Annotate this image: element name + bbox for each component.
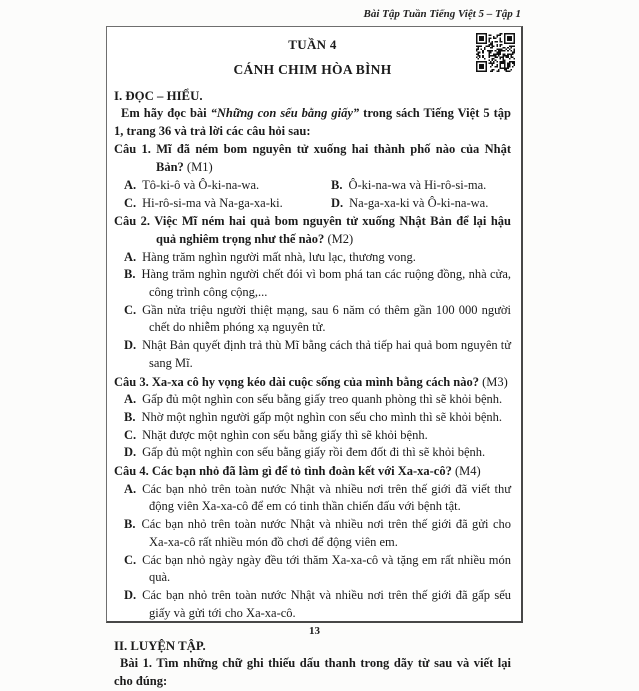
option-4a-letter: A.	[124, 481, 137, 496]
option-3a	[114, 391, 511, 409]
option-2b-letter: B.	[124, 267, 136, 282]
lesson-title: CÁNH CHIM HÒA BÌNH	[233, 62, 392, 77]
reading-instructions	[114, 105, 511, 140]
question-3-level: (M3)	[482, 374, 508, 389]
question-2-level: (M2)	[327, 231, 354, 246]
option-3d-letter: D.	[124, 445, 137, 460]
option-2c	[114, 302, 511, 337]
option-3a-letter: A.	[124, 392, 137, 407]
option-3c-letter: C.	[124, 427, 137, 442]
option-3c-text: Nhặt được một nghìn con sếu bằng giấy thì sẽ khỏi bệnh.	[142, 427, 428, 442]
question-3	[114, 374, 511, 463]
option-2c-letter: C.	[124, 302, 137, 317]
option-2b	[114, 266, 511, 301]
question-2-stem	[114, 213, 511, 248]
story-title: “Những con sếu bằng giấy”	[210, 106, 360, 120]
option-1b	[321, 177, 511, 195]
option-3d-text: Gấp đủ một nghìn con sếu bằng giấy rồi đem đốt đi thì sẽ khỏi bệnh.	[142, 445, 486, 460]
option-1b-text: Ô-ki-na-wa và Hi-rô-si-ma.	[348, 177, 487, 192]
question-1-level: (M1)	[186, 160, 213, 175]
question-1-stem	[114, 141, 511, 176]
exercise-1-instructions: Bài 1. Tìm những chữ ghi thiếu dấu thanh trong dãy từ sau và viết lại cho đúng:	[114, 656, 511, 689]
question-4-level: (M4)	[455, 464, 481, 479]
option-1a	[114, 177, 321, 195]
option-2d	[114, 337, 511, 372]
option-4c	[114, 552, 511, 587]
option-1b-letter: B.	[331, 177, 343, 192]
running-header: Bài Tập Tuần Tiếng Việt 5 – Tập 1	[363, 8, 521, 20]
week-title: TUẦN 4	[288, 37, 337, 52]
option-1a-text: Tô-ki-ô và Ô-ki-na-wa.	[142, 177, 260, 192]
section-heading-practice: II. LUYỆN TẬP.	[114, 639, 206, 654]
option-4d	[114, 587, 511, 622]
instructions-suffix: trong sách Tiếng Việt 5 tập 1, trang 36 và trả lời các câu hỏi sau:	[114, 106, 511, 138]
option-3b	[114, 409, 511, 427]
qr-code	[476, 33, 515, 72]
question-1-options	[114, 177, 511, 212]
option-4a-text: Các bạn nhỏ trên toàn nước Nhật và nhiều nơi trên thế giới đã viết thư động viên Xa-xa-cô để em có tinh thần chiến đấu với bệnh tật.	[142, 481, 511, 514]
section-heading-reading: I. ĐỌC – HIỂU.	[114, 89, 203, 103]
question-1-text: Câu 1. Mĩ đã ném bom nguyên tử xuống hai thành phố nào của Nhật Bản?	[114, 142, 511, 175]
option-2a-letter: A.	[124, 249, 137, 264]
option-1c	[114, 195, 321, 213]
question-2	[114, 213, 511, 372]
option-2d-text: Nhật Bản quyết định trả thù Mĩ bằng cách thả tiếp hai quả bom nguyên tử sang Mĩ.	[142, 338, 511, 370]
option-3b-text: Nhờ một nghìn người gấp một nghìn con sếu cho mình thì sẽ khỏi bệnh.	[141, 409, 503, 424]
option-1c-letter: C.	[124, 195, 137, 210]
option-3c	[114, 427, 511, 445]
option-4b-letter: B.	[124, 517, 136, 532]
instructions-prefix: Em hãy đọc bài	[121, 106, 211, 120]
option-4d-text: Các bạn nhỏ trên toàn nước Nhật và nhiều nơi trên thế giới đã gấp sếu giấy và gửi tới cho Xa-xa-cô.	[142, 587, 511, 620]
option-1a-letter: A.	[124, 177, 137, 192]
option-4b	[114, 516, 511, 551]
question-4	[114, 463, 511, 622]
page-number: 13	[309, 625, 320, 637]
question-3-stem	[114, 374, 511, 392]
question-2-text: Câu 2. Việc Mĩ ném hai quả bom nguyên tử xuống Nhật Bản để lại hậu quả nghiêm trọng như thế nào?	[114, 214, 511, 246]
option-3d	[114, 444, 511, 462]
option-4c-letter: C.	[124, 552, 137, 567]
option-1d	[321, 195, 511, 213]
question-4-text: Câu 4. Các bạn nhỏ đã làm gì để tỏ tình đoàn kết với Xa-xa-cô?	[114, 464, 452, 479]
option-3a-text: Gấp đủ một nghìn con sếu bằng giấy treo quanh phòng thì sẽ khỏi bệnh.	[142, 392, 503, 407]
option-3b-letter: B.	[124, 409, 136, 424]
option-2b-text: Hàng trăm nghìn người chết đói vì bom phá tan các ruộng đồng, nhà cửa, công trình công cộng,...	[141, 267, 511, 300]
option-2a-text: Hàng trăm nghìn người mất nhà, lưu lạc, thương vong.	[142, 249, 416, 264]
option-4d-letter: D.	[124, 587, 137, 602]
question-1	[114, 141, 511, 212]
question-4-stem	[114, 463, 511, 481]
option-2d-letter: D.	[124, 338, 137, 353]
option-2a	[114, 249, 511, 267]
option-1c-text: Hi-rô-si-ma và Na-ga-xa-ki.	[142, 195, 283, 210]
question-3-text: Câu 3. Xa-xa cô hy vọng kéo dài cuộc sống của mình bằng cách nào?	[114, 374, 479, 389]
option-4c-text: Các bạn nhỏ ngày ngày đều tới thăm Xa-xa-cô và tặng em rất nhiều món quà.	[142, 552, 511, 585]
option-2c-text: Gần nửa triệu người thiệt mạng, sau 6 năm có thêm gần 100 000 người chết do nhiễm phóng xạ nguyên tử.	[142, 302, 511, 335]
option-1d-letter: D.	[331, 195, 344, 210]
option-1d-text: Na-ga-xa-ki và Ô-ki-na-wa.	[349, 195, 489, 210]
option-4a	[114, 481, 511, 516]
option-4b-text: Các bạn nhỏ trên toàn nước Nhật và nhiều nơi trên thế giới đã gửi cho Xa-xa-cô rất nhiều món đồ chơi để động viên em.	[141, 517, 511, 549]
